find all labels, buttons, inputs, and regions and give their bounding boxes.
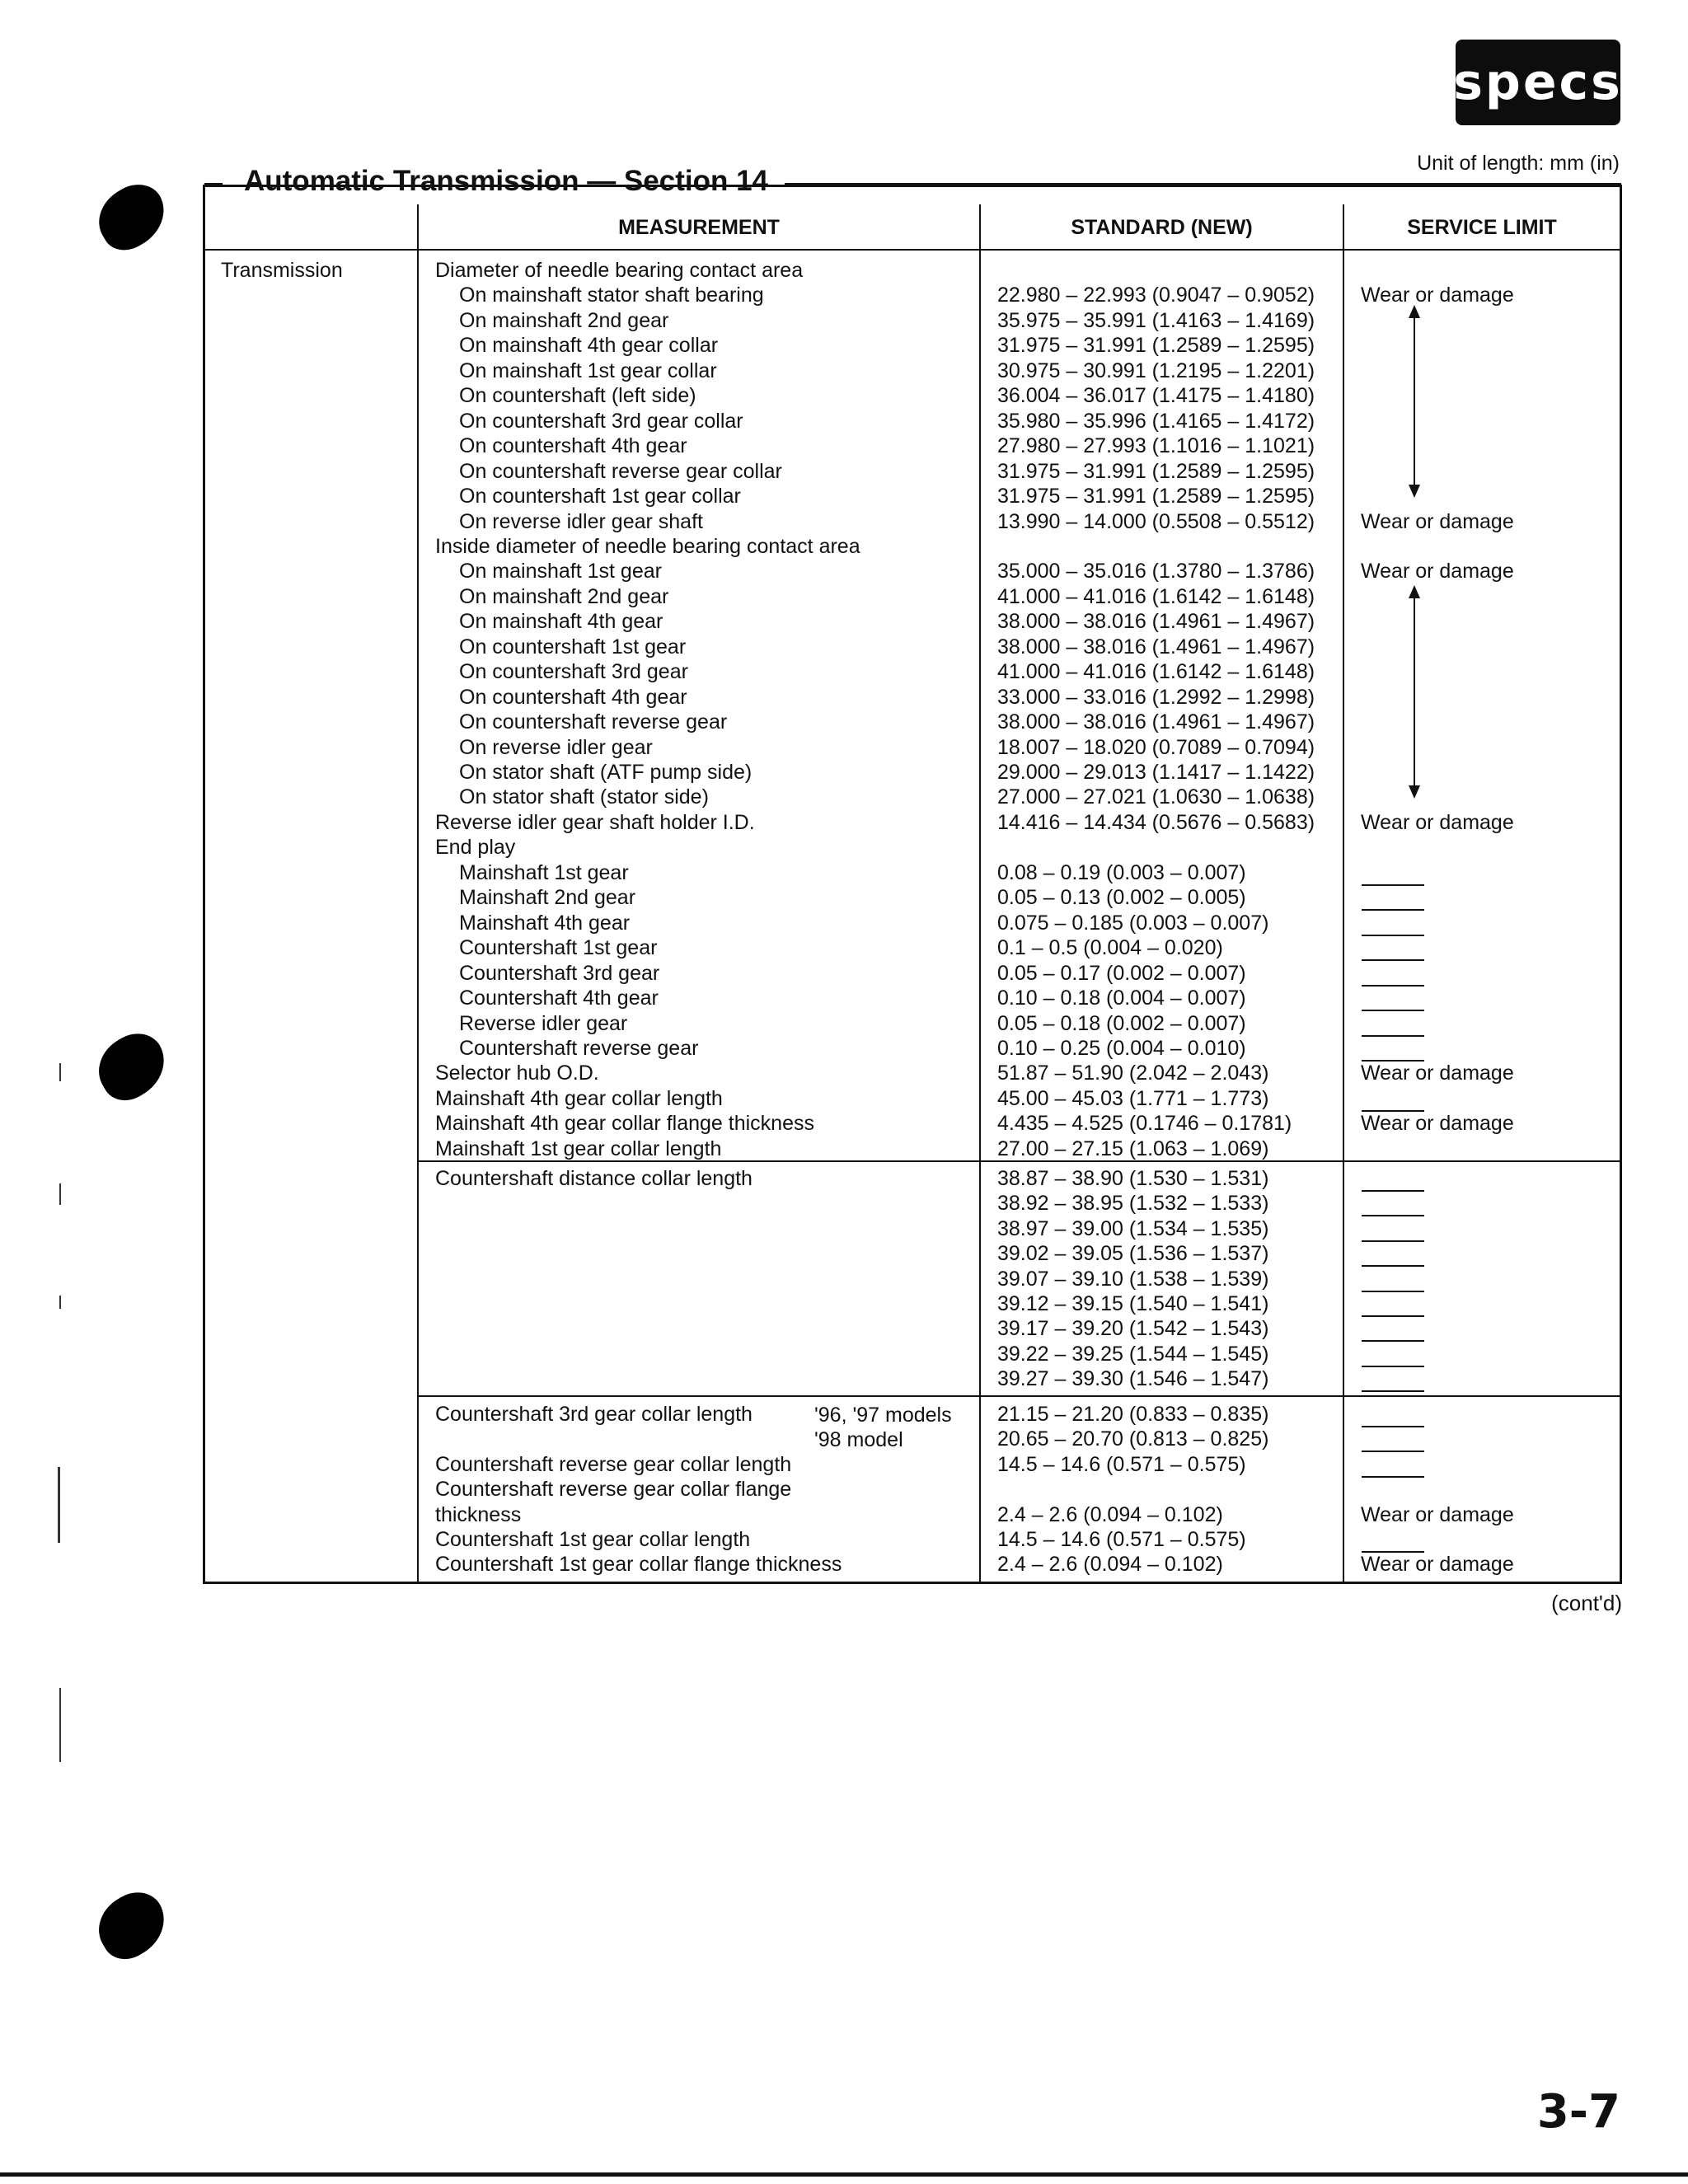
arrow-down-icon	[1409, 785, 1420, 799]
standard-value-cell: 39.22 – 39.25 (1.544 – 1.545)	[997, 1342, 1269, 1366]
standard-value-cell: 39.27 – 39.30 (1.546 – 1.547)	[997, 1367, 1269, 1391]
measurement-cell: Countershaft reverse gear collar flange	[435, 1478, 792, 1502]
measurement-cell: Mainshaft 1st gear	[459, 860, 629, 884]
scan-speck	[59, 1063, 61, 1081]
group-divider-2	[417, 1395, 1620, 1397]
measurement-cell: On countershaft 3rd gear	[459, 660, 688, 684]
binding-hole-mark	[87, 1024, 177, 1109]
continued-note: (cont'd)	[1551, 1591, 1622, 1615]
standard-value-cell: 13.990 – 14.000 (0.5508 – 0.5512)	[997, 509, 1315, 533]
standard-value-cell: 38.87 – 38.90 (1.530 – 1.531)	[997, 1167, 1269, 1190]
service-limit-cell: Wear or damage	[1361, 1502, 1514, 1526]
measurement-cell: thickness	[435, 1502, 522, 1526]
measurement-cell: Countershaft 1st gear collar flange thickness	[435, 1553, 842, 1577]
standard-value-cell: 0.10 – 0.18 (0.004 – 0.007)	[997, 987, 1246, 1010]
service-limit-dash	[1362, 1190, 1424, 1192]
measurement-cell: On stator shaft (ATF pump side)	[459, 761, 753, 784]
year-note-98: '98 model	[814, 1428, 903, 1451]
standard-value-cell: 27.000 – 27.021 (1.0630 – 1.0638)	[997, 785, 1315, 809]
service-limit-cell: Wear or damage	[1361, 284, 1514, 307]
service-limit-dash	[1362, 1476, 1424, 1478]
standard-value-cell: 14.5 – 14.6 (0.571 – 0.575)	[997, 1452, 1246, 1476]
measurement-cell: On reverse idler gear	[459, 735, 653, 759]
standard-value-cell: 29.000 – 29.013 (1.1417 – 1.1422)	[997, 761, 1315, 784]
column-divider-3	[1343, 204, 1344, 1583]
measurement-cell: On countershaft reverse gear collar	[459, 459, 782, 483]
column-header-service-limit: SERVICE LIMIT	[1407, 216, 1557, 239]
standard-value-cell: 30.975 – 30.991 (1.2195 – 1.2201)	[997, 359, 1315, 382]
measurement-cell: On mainshaft 4th gear collar	[459, 334, 719, 358]
standard-value-cell: 39.12 – 39.15 (1.540 – 1.541)	[997, 1292, 1269, 1315]
standard-value-cell: 31.975 – 31.991 (1.2589 – 1.2595)	[997, 485, 1315, 509]
standard-value-cell: 22.980 – 22.993 (0.9047 – 0.9052)	[997, 284, 1315, 307]
section-label: Transmission	[221, 259, 343, 282]
measurement-cell: On mainshaft stator shaft bearing	[459, 284, 764, 307]
measurement-cell: On mainshaft 4th gear	[459, 610, 663, 634]
measurement-cell: On countershaft 4th gear	[459, 685, 687, 709]
service-limit-dash	[1362, 1240, 1424, 1242]
measurement-cell: Mainshaft 4th gear collar length	[435, 1086, 723, 1110]
service-limit-dash	[1362, 1291, 1424, 1292]
service-limit-dash	[1362, 1010, 1424, 1011]
measurement-cell: On stator shaft (stator side)	[459, 785, 709, 809]
measurement-cell: On countershaft 3rd gear collar	[459, 409, 743, 433]
service-limit-dash	[1362, 1451, 1424, 1452]
standard-value-cell: 41.000 – 41.016 (1.6142 – 1.6148)	[997, 584, 1315, 608]
standard-value-cell: 27.00 – 27.15 (1.063 – 1.069)	[997, 1137, 1269, 1160]
service-limit-dash	[1362, 1035, 1424, 1037]
service-limit-cell: Wear or damage	[1361, 1553, 1514, 1577]
bottom-rule	[0, 2172, 1688, 2177]
standard-value-cell: 41.000 – 41.016 (1.6142 – 1.6148)	[997, 660, 1315, 684]
standard-value-cell: 38.92 – 38.95 (1.532 – 1.533)	[997, 1192, 1269, 1216]
standard-value-cell: 38.97 – 39.00 (1.534 – 1.535)	[997, 1216, 1269, 1240]
standard-value-cell: 2.4 – 2.6 (0.094 – 0.102)	[997, 1553, 1223, 1577]
service-limit-dash	[1362, 959, 1424, 961]
standard-value-cell: 33.000 – 33.016 (1.2992 – 1.2998)	[997, 685, 1315, 709]
service-limit-dash	[1362, 884, 1424, 886]
standard-value-cell: 14.416 – 14.434 (0.5676 – 0.5683)	[997, 810, 1315, 834]
service-limit-cell: Wear or damage	[1361, 509, 1514, 533]
standard-value-cell: 38.000 – 38.016 (1.4961 – 1.4967)	[997, 710, 1315, 734]
measurement-cell: Reverse idler gear shaft holder I.D.	[435, 810, 755, 834]
unit-note: Unit of length: mm (in)	[1417, 152, 1620, 175]
standard-value-cell: 0.08 – 0.19 (0.003 – 0.007)	[997, 860, 1246, 884]
page-number: 3-7	[1536, 2085, 1620, 2139]
service-limit-dash	[1362, 1426, 1424, 1427]
measurement-cell: Countershaft 1st gear collar length	[435, 1528, 751, 1551]
measurement-cell: Diameter of needle bearing contact area	[435, 259, 804, 282]
measurement-cell: Countershaft distance collar length	[435, 1167, 753, 1190]
measurement-cell: Mainshaft 4th gear collar flange thickness	[435, 1112, 814, 1136]
standard-value-cell: 4.435 – 4.525 (0.1746 – 0.1781)	[997, 1112, 1292, 1136]
measurement-cell: On mainshaft 1st gear collar	[459, 359, 717, 382]
standard-value-cell: 2.4 – 2.6 (0.094 – 0.102)	[997, 1502, 1223, 1526]
scan-speck	[58, 1467, 60, 1543]
measurement-cell: Countershaft reverse gear collar length	[435, 1452, 792, 1476]
scan-speck	[59, 1688, 61, 1762]
service-limit-cell: Wear or damage	[1361, 1112, 1514, 1136]
measurement-cell: Mainshaft 1st gear collar length	[435, 1137, 722, 1160]
bracket-arrow-shaft	[1414, 597, 1415, 785]
column-header-standard: STANDARD (NEW)	[1071, 216, 1253, 239]
measurement-cell: Selector hub O.D.	[435, 1062, 599, 1085]
measurement-cell: On countershaft 1st gear	[459, 635, 687, 658]
service-limit-cell: Wear or damage	[1361, 810, 1514, 834]
scan-speck	[59, 1183, 61, 1205]
service-limit-dash	[1362, 985, 1424, 987]
measurement-cell: On countershaft (left side)	[459, 384, 696, 408]
service-limit-dash	[1362, 1265, 1424, 1267]
measurement-cell: Reverse idler gear	[459, 1011, 628, 1035]
service-limit-dash	[1362, 909, 1424, 911]
measurement-cell: Mainshaft 2nd gear	[459, 886, 636, 910]
measurement-cell: On countershaft reverse gear	[459, 710, 728, 734]
scan-speck	[59, 1296, 61, 1309]
standard-value-cell: 0.10 – 0.25 (0.004 – 0.010)	[997, 1036, 1246, 1060]
service-limit-dash	[1362, 1366, 1424, 1367]
standard-value-cell: 38.000 – 38.016 (1.4961 – 1.4967)	[997, 610, 1315, 634]
header-divider	[204, 249, 1620, 251]
measurement-cell: End play	[435, 836, 516, 860]
standard-value-cell: 0.05 – 0.18 (0.002 – 0.007)	[997, 1011, 1246, 1035]
measurement-cell: On mainshaft 1st gear	[459, 560, 662, 583]
column-divider-2	[979, 204, 981, 1583]
standard-value-cell: 31.975 – 31.991 (1.2589 – 1.2595)	[997, 459, 1315, 483]
year-note-96-97: '96, '97 models	[814, 1404, 952, 1427]
standard-value-cell: 20.65 – 20.70 (0.813 – 0.825)	[997, 1427, 1269, 1451]
binding-hole-mark	[87, 175, 176, 260]
standard-value-cell: 39.02 – 39.05 (1.536 – 1.537)	[997, 1242, 1269, 1266]
measurement-cell: Countershaft 3rd gear	[459, 961, 660, 985]
standard-value-cell: 35.975 – 35.991 (1.4163 – 1.4169)	[997, 308, 1315, 332]
measurement-cell: Countershaft 4th gear	[459, 987, 659, 1010]
standard-value-cell: 27.980 – 27.993 (1.1016 – 1.1021)	[997, 434, 1315, 458]
standard-value-cell: 0.1 – 0.5 (0.004 – 0.020)	[997, 936, 1223, 960]
measurement-cell: On reverse idler gear shaft	[459, 509, 703, 533]
standard-value-cell: 35.980 – 35.996 (1.4165 – 1.4172)	[997, 409, 1315, 433]
standard-value-cell: 39.17 – 39.20 (1.542 – 1.543)	[997, 1317, 1269, 1341]
service-limit-dash	[1362, 935, 1424, 936]
measurement-cell: Mainshaft 4th gear	[459, 911, 631, 935]
specs-tab: specs	[1456, 40, 1620, 125]
service-limit-cell: Wear or damage	[1361, 560, 1514, 583]
measurement-cell: Inside diameter of needle bearing contact area	[435, 534, 860, 558]
service-limit-dash	[1362, 1215, 1424, 1216]
standard-value-cell: 21.15 – 21.20 (0.833 – 0.835)	[997, 1403, 1269, 1426]
measurement-cell: Countershaft 3rd gear collar length	[435, 1403, 753, 1426]
column-header-measurement: MEASUREMENT	[618, 216, 780, 239]
measurement-cell: On mainshaft 2nd gear	[459, 308, 669, 332]
standard-value-cell: 31.975 – 31.991 (1.2589 – 1.2595)	[997, 334, 1315, 358]
standard-value-cell: 35.000 – 35.016 (1.3780 – 1.3786)	[997, 560, 1315, 583]
service-limit-dash	[1362, 1315, 1424, 1317]
standard-value-cell: 0.05 – 0.13 (0.002 – 0.005)	[997, 886, 1246, 910]
measurement-cell: On mainshaft 2nd gear	[459, 584, 669, 608]
standard-value-cell: 39.07 – 39.10 (1.538 – 1.539)	[997, 1267, 1269, 1291]
binding-hole-mark	[87, 1882, 177, 1968]
standard-value-cell: 0.075 – 0.185 (0.003 – 0.007)	[997, 911, 1269, 935]
standard-value-cell: 38.000 – 38.016 (1.4961 – 1.4967)	[997, 635, 1315, 658]
measurement-cell: On countershaft 1st gear collar	[459, 485, 741, 509]
service-limit-dash	[1362, 1340, 1424, 1342]
standard-value-cell: 45.00 – 45.03 (1.771 – 1.773)	[997, 1086, 1269, 1110]
standard-value-cell: 14.5 – 14.6 (0.571 – 0.575)	[997, 1528, 1246, 1551]
measurement-cell: Countershaft reverse gear	[459, 1036, 699, 1060]
service-limit-dash	[1362, 1160, 1424, 1162]
arrow-down-icon	[1409, 485, 1420, 498]
measurement-cell: Countershaft 1st gear	[459, 936, 658, 960]
column-divider-1	[417, 204, 419, 1583]
service-limit-cell: Wear or damage	[1361, 1062, 1514, 1085]
standard-value-cell: 51.87 – 51.90 (2.042 – 2.043)	[997, 1062, 1269, 1085]
standard-value-cell: 0.05 – 0.17 (0.002 – 0.007)	[997, 961, 1246, 985]
bracket-arrow-shaft	[1414, 316, 1415, 485]
standard-value-cell: 36.004 – 36.017 (1.4175 – 1.4180)	[997, 384, 1315, 408]
measurement-cell: On countershaft 4th gear	[459, 434, 687, 458]
standard-value-cell: 18.007 – 18.020 (0.7089 – 0.7094)	[997, 735, 1315, 759]
service-limit-dash	[1362, 1390, 1424, 1392]
section-title: Automatic Transmission — Section 14	[244, 165, 768, 197]
